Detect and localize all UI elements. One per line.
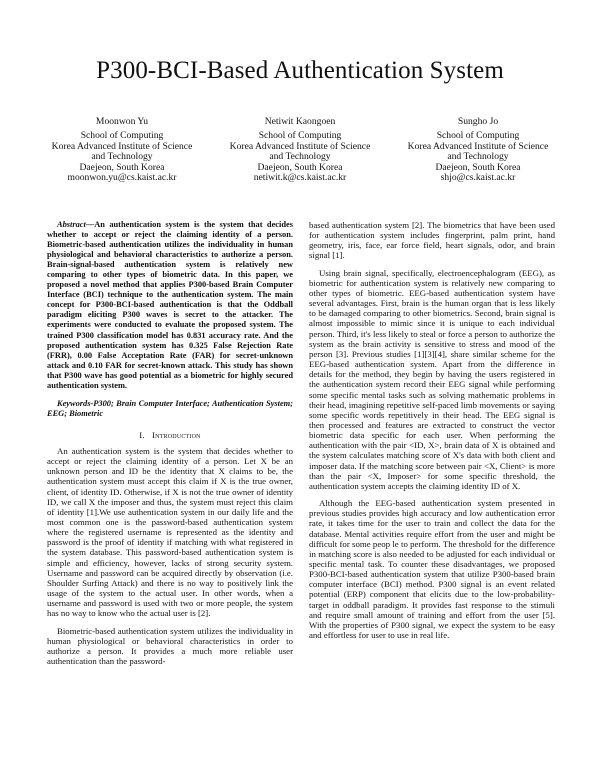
author-location: Daejeon, South Korea	[257, 161, 343, 173]
author-name: Moonwon Yu	[95, 116, 149, 127]
author-affiliation: School of Computing	[258, 130, 342, 142]
author-affiliation: Korea Advanced Institute of Science	[51, 140, 193, 152]
keywords-label: Keywords-P300;	[57, 398, 114, 408]
paragraph: Although the EEG-based authentication system presented in previous studies provides high accuracy and low authentication error rate, it takes time for the user to train and collect the data for the database. Mental activities require effort from the user and might be difficult for some peop le to perform. The threshold for the difference in matching score is also needed to be adjusted for each individual or specific mental task. To counter these disadvantages, we proposed P300-BCI-based authentication system that utilize P300-based brain computer interface (BCI) method. P300 signal is an event related potential (ERP) component that elicits due to the low-probability-target in oddball paradigm. It provides fast response to the stimuli and require small amount of training and effort from the user [5]. With the properties of P300 signal, we expect the system to be easy and effortless for user to use in real life.	[309, 498, 555, 641]
left-column	[47, 220, 293, 666]
author-affiliation: and Technology	[447, 151, 509, 163]
abstract-dash: —	[85, 220, 95, 229]
author-affiliation: and Technology	[269, 151, 331, 163]
author-location: Daejeon, South Korea	[435, 161, 521, 173]
paragraph: Biometric-based authentication system utilizes the individuality in human physiological or behavioral characteristics in order to authorize a person. It provides a much more reliable user authentication than the password-	[47, 625, 293, 667]
author-affiliation: School of Computing	[80, 130, 164, 142]
author-affiliation: and Technology	[91, 151, 153, 163]
author-email: netiwit.k@cs.kaist.ac.kr	[253, 172, 347, 184]
abstract	[47, 220, 293, 391]
author-email: moonwon.yu@cs.kaist.ac.kr	[67, 172, 177, 184]
author-affiliation: Korea Advanced Institute of Science	[229, 140, 371, 152]
paragraph: An authentication system is the system that decides whether to accept or reject the claiming identity of a person. Let X be an unknown person and ID be the identity that X claims to be, the authentication system must accept this claim if X is the true owner, client, of identity ID. Otherwise, if X is not the true owner of identity ID, we call X the imposer and thus, the system must reject this claim of identity [1].We use authentication system in our daily life and the most common one is the password-based authentication system where the registered username is represented as the identity and password is the proof of identity if matching with what registered in the system database. This password-based authentication system is simple and efficiency, however, lacks of strong security system. Username and password can be acquired directly by observation (i.e. Shoulder Surfing Attack) and there is no way to positively link the usage of the system to the actual user. In other words, when a username and password is used with two or more people, the system has no way to know who the actual user is [2].	[47, 445, 293, 619]
paragraph: based authentication system [2]. The biometrics that have been used for authentication system includes fingerprint, palm print, hand geometry, iris, face, ear force field, heart signals, odor, and brain signal [1].	[309, 220, 555, 261]
author-affiliation: School of Computing	[436, 130, 520, 142]
author-email: shjo@cs.kaist.ac.kr	[440, 172, 516, 184]
paper-title: P300-BCI-Based Authentication System	[96, 57, 504, 84]
author-3	[388, 117, 568, 184]
author-name: Sungho Jo	[457, 116, 499, 127]
abstract-text: An authentication system is the system that decides whether to accept or reject the claiming identity of a person. Biometric-based authentication utilizes the individuality in human physiological and behavioral characteristics to authorize a person. Brain-signal-based authentication system is relatively new comparing to other types of biometric data. In this paper, we proposed a novel method that applies P300-based Brain Computer Interface (BCI) technique to the authentication system. The main concept for P300-BCI-based authentication is that the Oddball paradigm eliciting P300 waves is secret to the attacker. The experiments were conducted to evaluate the proposed system. The trained P300 classification model has 0.831 accuracy rate. And the proposed authentication system has 0.325 False Rejection Rate (FRR), 0.00 False Acceptation Rate (FAR) for secret-unknown attack and 0.10 FAR for secret-known attack. This study has shown that P300 wave has good potential as a biometric for highly secured authentication system.	[47, 220, 293, 390]
author-affiliation: Korea Advanced Institute of Science	[407, 140, 549, 152]
author-1	[32, 117, 212, 184]
section-heading	[47, 430, 293, 440]
section-title: Introduction	[152, 429, 201, 440]
keywords-text: Brain Computer Interface; Authentication System; EEG; Biometric	[47, 398, 293, 418]
author-2	[210, 117, 390, 184]
abstract-label: Abstract	[57, 220, 86, 229]
right-column	[309, 220, 555, 640]
section-number: I.	[139, 429, 145, 440]
author-block	[30, 117, 570, 197]
author-location: Daejeon, South Korea	[79, 161, 165, 173]
author-name: Netiwit Kaongoen	[264, 116, 336, 127]
keywords	[47, 399, 293, 419]
paragraph: Using brain signal, specifically, electroencephalogram (EEG), as biometric for authentication system is relatively new comparing to other types of biometric. EEG-based authentication system have several advantages. First, brain is the human organ that is less likely to be damaged comparing to other biometrics. Second, brain signal is almost impossible to mimic since it is unique to each individual person. Third, it's less likely to steal or force a person to authorize the system as the brain activity is sensitive to stress and mood of the person [3]. Previous studies [1][3][4], share similar scheme for the EEG-based authentication system. Apart from the difference in details for the method, they begin by having the users registered in the authentication system record their EEG signal while performing some specific mental tasks such as solving mathematic problems in their head, imagining repetitive self-paced limb movements or saying some specific words repetitively in their head. The EEG signal is then processed and features are extracted to construct the vector biometric data specific for each user. When performing the authentication with the pair <ID, X>, brain data of X is obtained and the system calculates matching score of X's data with both client and imposer data. If the matching score between pair <X, Client> is more than the pair <X, Imposer> for some specific threshold, the authentication system accepts the claiming identity ID of X.	[309, 267, 555, 491]
